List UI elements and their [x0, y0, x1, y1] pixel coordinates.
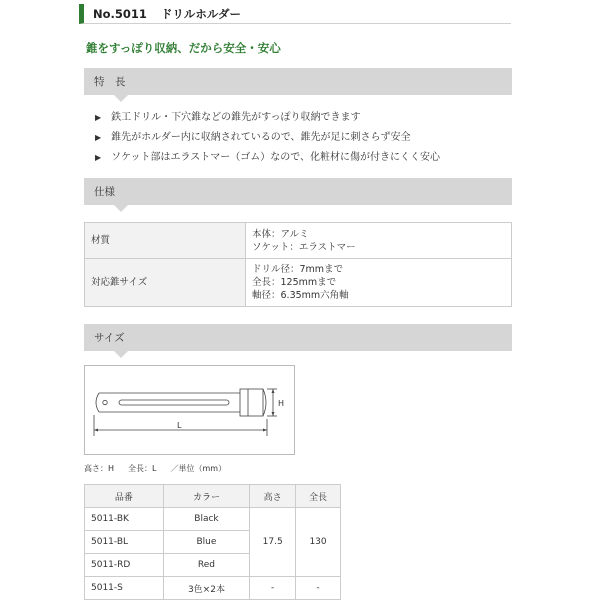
model-code: 5011-BL	[85, 531, 164, 554]
spec-value: 本体：アルミ ソケット：エラストマー	[246, 223, 512, 259]
model-number: No.5011	[93, 6, 147, 21]
model-height: -	[250, 577, 296, 600]
feature-item: ▶ ソケット部はエラストマー（ゴム）なので、化粧材に傷が付きにくく安心	[95, 148, 515, 168]
spec-heading-label: 仕様	[94, 186, 115, 198]
model-length: 130	[296, 508, 341, 577]
size-heading	[84, 324, 512, 351]
features-heading-label: 特 長	[94, 76, 126, 88]
length-dimension-label: L	[177, 421, 182, 430]
spec-heading	[84, 178, 512, 205]
model-code: 5011-S	[85, 577, 164, 600]
height-dimension-label: H	[278, 399, 285, 408]
triangle-bullet-icon: ▶	[95, 153, 102, 162]
triangle-bullet-icon: ▶	[95, 133, 102, 142]
spec-key: 材質	[85, 223, 246, 259]
feature-item: ▶ 鉄工ドリル・下穴錐などの錐先がすっぽり収納できます	[95, 108, 515, 128]
column-header: 高さ	[250, 485, 296, 508]
column-header: 全長	[296, 485, 341, 508]
triangle-bullet-icon: ▶	[95, 113, 102, 122]
model-length: -	[296, 577, 341, 600]
drill-holder-drawing	[85, 366, 294, 454]
column-header: カラー	[163, 485, 250, 508]
size-heading-label: サイズ	[94, 332, 125, 344]
model-color: Red	[163, 554, 250, 577]
model-code: 5011-RD	[85, 554, 164, 577]
column-header: 品番	[85, 485, 164, 508]
model-height: 17.5	[250, 508, 296, 577]
features-heading	[84, 68, 512, 95]
product-name: ドリルホルダー	[160, 6, 241, 21]
unit-note: 高さ：H 全長：L ／単位（mm）	[84, 464, 227, 473]
model-color: Blue	[163, 531, 250, 554]
size-diagram	[84, 365, 295, 455]
tagline: 錐をすっぽり収納、だから安全・安心	[86, 41, 281, 55]
table-row	[85, 508, 341, 531]
model-color: Black	[163, 508, 250, 531]
spec-row	[85, 223, 512, 259]
product-title-bar	[79, 4, 511, 24]
model-color: 3色×2本	[163, 577, 250, 600]
spec-value: ドリル径：7mmまで 全長：125mmまで 軸径：6.35mm六角軸	[246, 259, 512, 307]
table-row	[85, 577, 341, 600]
feature-item: ▶ 錐先がホルダー内に収納されているので、錐先が足に刺さらず安全	[95, 128, 515, 148]
model-code: 5011-BK	[85, 508, 164, 531]
spec-row	[85, 259, 512, 307]
models-header-row	[85, 485, 341, 508]
spec-table	[84, 222, 512, 307]
features-list	[95, 108, 515, 168]
models-table	[84, 484, 341, 600]
spec-key: 対応錐サイズ	[85, 259, 246, 307]
